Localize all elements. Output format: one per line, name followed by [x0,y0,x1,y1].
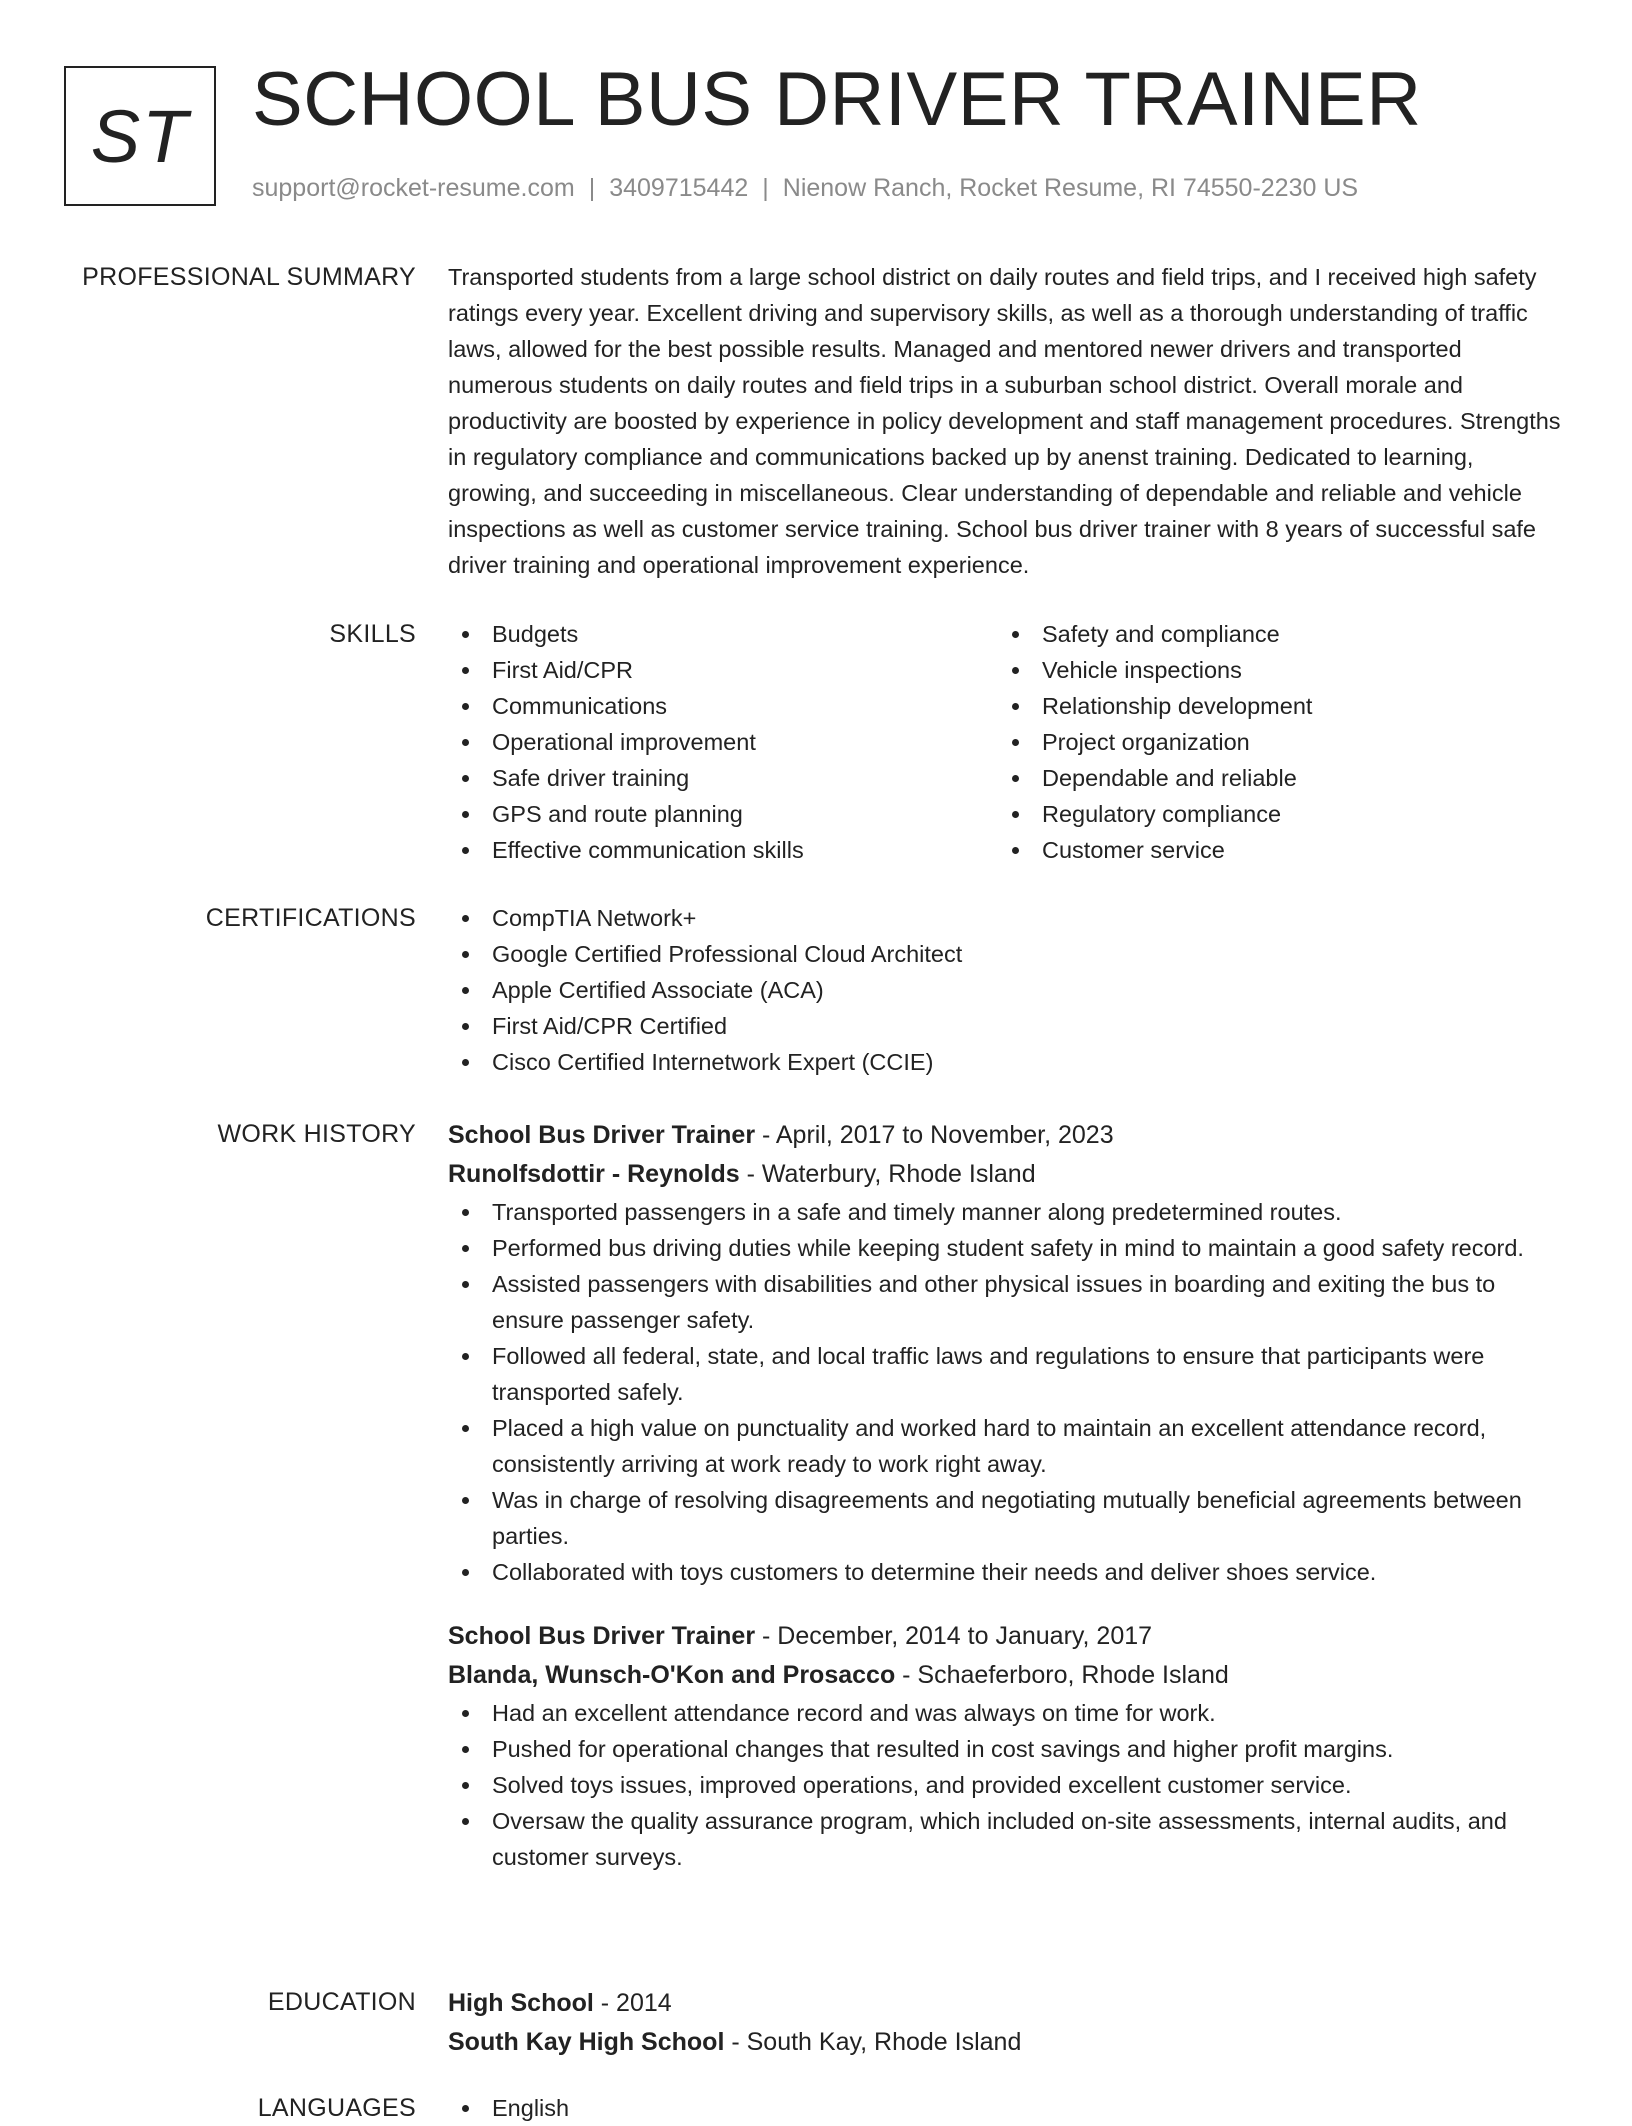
education-year: - 2014 [593,1989,672,2017]
skills-list-right [998,616,1548,868]
languages-body [448,2090,1568,2126]
certification-item: Google Certified Professional Cloud Architect [448,936,1568,972]
job-company-line [448,1155,1568,1194]
skill-item: Effective communication skills [448,832,998,868]
job-duty: Transported passengers in a safe and timely manner along predetermined routes. [448,1194,1568,1230]
summary-text: Transported students from a large school district on daily routes and field trips, and I received high safety ratings every year. Excellent driving and supervisory skills, as well as a thorough understanding of traffic laws, allowed for the best possible results. Managed and mentored newer drivers and transported numerous students on daily routes and field trips in a suburban school district. Overall morale and productivity are boosted by experience in policy development and staff management procedures. Strengths in regulatory compliance and communications backed up by anenst training. Dedicated to learning, growing, and succeeding in miscellaneous. Clear understanding of dependable and reliable and vehicle inspections as well as customer service training. School bus driver trainer with 8 years of successful safe driver training and operational improvement experience. [448,264,1561,578]
job-duty: Performed bus driving duties while keeping student safety in mind to maintain a good safety record. [448,1230,1568,1266]
contact-address: Nienow Ranch, Rocket Resume, RI 74550-2230 US [782,174,1359,202]
job-duty: Was in charge of resolving disagreements and negotiating mutually beneficial agreements between parties. [448,1482,1568,1554]
education-body [448,1984,1568,2062]
job-title: School Bus Driver Trainer [448,1622,756,1650]
job-duty: Placed a high value on punctuality and worked hard to maintain an excellent attendance record, consistently arriving at work ready to work right away. [448,1410,1568,1482]
job-company-line [448,1656,1568,1695]
skill-item: First Aid/CPR [448,652,998,688]
skill-item: Project organization [998,724,1548,760]
job-duty: Assisted passengers with disabilities and other physical issues in boarding and exiting the bus to ensure passenger safety. [448,1266,1568,1338]
resume-name: SCHOOL BUS DRIVER TRAINER [252,57,1422,142]
job-duty: Solved toys issues, improved operations, and provided excellent customer service. [448,1767,1568,1803]
job-duty: Pushed for operational changes that resulted in cost savings and higher profit margins. [448,1731,1568,1767]
summary-body [448,259,1568,583]
education-degree-line [448,1984,1568,2023]
languages-list [448,2090,1568,2126]
contact-email[interactable]: support@rocket-resume.com [252,174,575,202]
section-heading-skills: SKILLS [329,620,416,648]
certification-item: Apple Certified Associate (ACA) [448,972,1568,1008]
certifications-list [448,900,1568,1080]
skill-item: Operational improvement [448,724,998,760]
job-title: School Bus Driver Trainer [448,1121,756,1149]
job-location: - Waterbury, Rhode Island [739,1160,1036,1188]
skill-item: Communications [448,688,998,724]
education-location: - South Kay, Rhode Island [724,2028,1022,2056]
job-duty: Had an excellent attendance record and was always on time for work. [448,1695,1568,1731]
job-duties-list [448,1194,1568,1590]
job-duty: Oversaw the quality assurance program, which included on-site assessments, internal audits, and customer surveys. [448,1803,1568,1875]
skill-item: Vehicle inspections [998,652,1548,688]
skill-item: GPS and route planning [448,796,998,832]
job-company: Blanda, Wunsch-O'Kon and Prosacco [448,1661,896,1689]
skill-item: Regulatory compliance [998,796,1548,832]
section-heading-education: EDUCATION [267,1988,416,2016]
job-duties-list [448,1695,1568,1875]
job-duty: Followed all federal, state, and local traffic laws and regulations to ensure that participants were transported safely. [448,1338,1568,1410]
section-heading-languages: LANGUAGES [257,2094,416,2122]
contact-separator: | [588,174,596,202]
skill-item: Safety and compliance [998,616,1548,652]
skills-columns [448,616,1568,868]
job-dates: - April, 2017 to November, 2023 [755,1121,1114,1149]
skill-item: Relationship development [998,688,1548,724]
language-item: English [448,2090,1568,2126]
education-school: South Kay High School [448,2028,725,2056]
skill-item: Budgets [448,616,998,652]
skill-item: Customer service [998,832,1548,868]
job-entry [448,1617,1568,1875]
contact-phone[interactable]: 3409715442 [609,174,749,202]
contact-line [252,174,1358,203]
education-degree: High School [448,1989,594,2017]
monogram-logo: ST [64,66,216,206]
job-title-line [448,1116,1568,1155]
job-dates: - December, 2014 to January, 2017 [755,1622,1153,1650]
skill-item: Dependable and reliable [998,760,1548,796]
certification-item: First Aid/CPR Certified [448,1008,1568,1044]
work-history-body [448,1116,1568,1875]
contact-separator: | [762,174,769,202]
certification-item: CompTIA Network+ [448,900,1568,936]
job-location: - Schaeferboro, Rhode Island [895,1661,1229,1689]
job-company: Runolfsdottir - Reynolds [448,1160,740,1188]
skills-list-left [448,616,998,868]
certifications-body [448,900,1568,1080]
job-entry [448,1116,1568,1590]
skill-item: Safe driver training [448,760,998,796]
certification-item: Cisco Certified Internetwork Expert (CCIE) [448,1044,1568,1080]
section-heading-summary: PROFESSIONAL SUMMARY [82,263,416,291]
job-duty: Collaborated with toys customers to determine their needs and deliver shoes service. [448,1554,1568,1590]
job-title-line [448,1617,1568,1656]
section-heading-certifications: CERTIFICATIONS [205,904,416,932]
section-heading-work-history: WORK HISTORY [217,1120,416,1148]
education-school-line [448,2023,1568,2062]
